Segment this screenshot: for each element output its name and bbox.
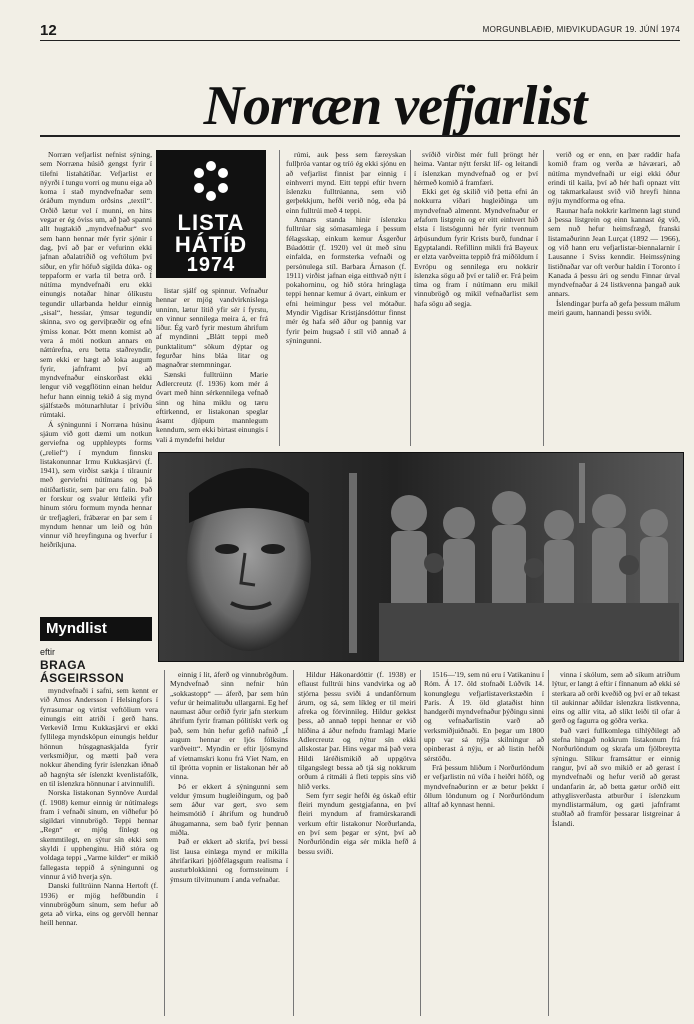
column-divider bbox=[410, 150, 411, 446]
article-headline: Norræn vefjarlist bbox=[203, 75, 587, 137]
article-column-2 bbox=[156, 286, 268, 446]
bottom-column-4 bbox=[424, 670, 544, 1016]
tapestry-image bbox=[159, 453, 683, 661]
column-divider bbox=[164, 670, 165, 1016]
logo-line-2: HÁTÍÐ bbox=[174, 232, 248, 257]
paragraph: Á sýningunni í Norræna húsinu sjáum við gott dæmi um notkun gerviefna og upphleypts forms („relief“) í myndum finnsku listakonunnar Irmu Kukkasjärvi (f. 1941), sem virðist sækja í tilraunir með gerviefni nútímans og þá nútíðarlistir, sem þar eru falin. Það er forskur og svalur léttleiki yfir hinum stóru formum mynda hennar úr trefjagleri, frábærar en þar sem í myndum hennar um leið og hún vinnur við hreyfinguna og hverfur í heiðríkjuna. bbox=[40, 419, 152, 550]
page-number: 12 bbox=[40, 22, 57, 39]
paragraph: Danski fulltrúinn Nanna Hertoft (f. 1936) er mjög hefðbundin í vinnubrögðum sínum, sem hefur að geta að virka, eins og gervöll hennar heill hennar. bbox=[40, 881, 158, 928]
paragraph: Hildur Hákonardóttir (f. 1938) er eflaust fulltrúi hins vandvirka og að stjórna þessu sviði á undanförnum árum, og sá, sem líkleg er til meiri afreka og fórvinnileg. Hildur gekkst þess, að annað teppi hennar er við hlíðina á áður nefndu framlagi Marie Adlercreutz og nýtur sín ekki allskostar þar. Hins vegar má það vera Hildi láréðismikið að uppgötva tilgangslegt bessa að tjá sig nokkrum orðum á rítmáli á fleti teppis síns við hlið verks. bbox=[298, 670, 416, 791]
paragraph: Sænski fulltrúinn Marie Adlercreutz (f. 1936) kom mér á óvart með hinn sérkennilega vefnað sinn og hina miklu og tæru eftirkennd, er listakonan speglar ásamt djúpum mannlegum kenndum, sem ekki birtast einungis í vali á myndefni heldur bbox=[156, 369, 268, 444]
paragraph: Frá þessum hliðum í Norðurlöndum er vefjarlistin nú víða í heiðri höfð, og myndvefnaðurinn er æ betur þekkt í öllum löndunum og í Norðurlöndum alltaf að kynnast henni. bbox=[424, 762, 544, 810]
column-divider bbox=[279, 150, 280, 446]
column-divider bbox=[543, 150, 544, 446]
article-column-4 bbox=[414, 150, 538, 446]
author-name-line-2: ÁSGEIRSSON bbox=[40, 671, 125, 685]
section-label-myndlist: Myndlist bbox=[40, 617, 152, 641]
bottom-column-5 bbox=[552, 670, 680, 1016]
logo-line-1: LISTA bbox=[177, 210, 245, 235]
paragraph: rúmi, auk þess sem færeyskan fullþróa vantar og tríó ég ekki sjónu en að vefjarlist finnist þar einnig í einhverri mynd. Eitt teppi eftir hvern íslenzku fulltrúanna, sem við gerþekkjum, hefði verið nóg, eða þá einn fulltrúi með 4 teppi. bbox=[286, 150, 406, 215]
masthead bbox=[40, 22, 680, 41]
paragraph: Norska listakonan Synnöve Aurdal (f. 1908) kemur einnig úr nútímalegs fram í vefnaði sínum, en viðhefur þó sígildari vinnubrögð. Teppi hennar „Regn“ er mjög fínlegt og skemmtilegt, en sýtur sín ekki sem skyldi í upphenginu. Hið stóra og voldaga teppi „Varme kilder“ er mikið fallegasta teppið á sýningunni og vinnur á við hverja sýn. bbox=[40, 788, 158, 881]
paragraph: Ekki get ég skilið við þetta efni án nokkurra víðari hugleiðinga um myndvefnað almennt. Myndvefnaður er æfaforn listgrein og er eitt einhvert hið elsta í listsögunni hér fyrir tvennum árþúsundum fyrir Krists burð, fundnar í Egyptalandi. Refillinn mikli frá Bayeux er elzta varðveitta teppið frá miðöldum í Evrópu og sennilega eru nokkrir íslenzka sögu að því er talið er. Frá þeim tíma og fram í nútímann eru mikil vinnubrögð og mikil vefnaðarlist sem hafa sögu að segja. bbox=[414, 187, 538, 308]
paragraph: Þó er ekkert á sýningunni sem veldur ýmsum hugleiðingum, og það sem áður var gert, svo sem heimsmótið í áhrifum og hundruð áhugamanna, sem bað fyrir þennan miðla. bbox=[170, 781, 288, 838]
paragraph: vinna í skólum, sem að síkum atriðum lýtur, er langt á eftir í fínnanum að ekki sé sterkara að orði kveðið og því er að tekast til aukinnar aðildar íslenzkra listkvenna, eins og allir vita, að slíkt leiði til ofar á gerð og fagurra og góðra verka. bbox=[552, 670, 680, 726]
paper-date-line: MORGUNBLAÐIÐ, MIÐVIKUDAGUR 19. JÚNÍ 1974 bbox=[482, 25, 680, 34]
author-name-line-1: BRAGA bbox=[40, 658, 86, 672]
paragraph: verið og er enn, en þær raddir hafa komið fram og verða æ háværari, að nútíma myndvefnaði ur eigi ekki óður erindi til kaila, því að hér hafi opnazt vítt og takmarkalaust svið við hreyfi hinna nýju myndforma og efna. bbox=[548, 150, 680, 206]
article-column-3 bbox=[286, 150, 406, 446]
column-divider bbox=[293, 670, 294, 1016]
flower-emblem-icon bbox=[190, 160, 232, 202]
bottom-column-1 bbox=[40, 686, 158, 1016]
headline-rule bbox=[40, 135, 680, 137]
logo-line-3: 1974 bbox=[186, 254, 236, 276]
tapestry-photo bbox=[158, 452, 684, 662]
article-column-5 bbox=[548, 150, 680, 446]
paragraph: listar sjálf og spinnur. Vefnaður hennar er mjög vandvirknislega unninn, lætur lítið yfir sér í fyrstu, en vinnur sennilega meira á, er frá líður. Ég varð fyrir mestum áhrifum af myndinni „Blátt teppi með punktalitum“ sökum dýptar og fegurðar hins bláa litar og magnaðrar stemmningar. bbox=[156, 286, 268, 370]
bottom-column-3 bbox=[298, 670, 416, 1016]
paragraph: Norræn vefjarlist nefnist sýning, sem Norræna húsið gengst fyrir í tilefni listahátíðar. Vefjarlist er nýyrði í tungu vorri og munu eiga að koma í stað myndvefnaðar sem óráðum myndum orðsins „textíl“. Orðið lætur vel í munni, en hins vegar er ég óviss um, að það spanni allt hugtakið „myndvefnaður“ svo sem hann hennar mér fyrir sjónir í dag, því að þar er vefurinn ekki jafnan aðalatriðið og veftölum því síður, en yfir höfuð sígilda dúka- og teppaform er varla til betra orð. Í nútíma myndvefnaði eru ekki einungis notaðar hinar ólíkustu tegundir ullarbanda heldur einnig „sisal“, hessíar, ýmsar tegundir skinna, svo og gerviþræðir og efni ýmiss konar. Þótt menn komist að vera á móti notkun annars en náttúrefna, eru betta staðreyndir, sem ekki er hægt að loka augum fyrir, jafnframt því að myndvefnaður einskorðast ekki lengur við veggflötinn einan heldur hefur hann einnig tekið á sig mynd sjálfstæðs mótunarhlutar í þrívíðu rúmtaki. bbox=[40, 150, 152, 420]
paragraph: Sem fyrr segir hefði ég óskað eftir fleiri myndum gestgjafanna, en því fleiri myndum af framúrskarandi verkum eftir listakonur Norðurlanda, en því sem þegar er sýnt, því að Norðurlöndin eiga sér mikla hefð á bessu sviði. bbox=[298, 790, 416, 856]
author-byline bbox=[40, 646, 156, 685]
column-divider bbox=[548, 670, 549, 1016]
byline-prefix: eftir bbox=[40, 647, 56, 657]
paragraph: Það væri fullkomlega tilhlýðilegt að stefna hingað nokkrum listakonum frá Norðurlöndum og skrafa um fjölbreytta sýningu. Slíkur framsáttur er einnig rangur, því að svo mikið er að gerast í myndvefnaði og hefur verið að gerast undanfarin ár, að betta gætur orðið eitt athyglisverðasta atburður í íslenzkum myndlistarmálum, og gæti jafnframt stuðlað að framför þessarar listgreinar á Íslandi. bbox=[552, 725, 680, 828]
paragraph: Raunar hafa nokkrir karlmenn lagt stund á þessa listgrein og einn kannast ég við, sem nuð hefur heimsfrægð, franski listamaðurinn Jean Lurçat (1892 — 1966), og við hann eru vefjarlistar-biennalarnir í Lausanne í Sviss kenndir. Heimssýning listiðnaðar var oft verður haldin í Toronto í Kanada á þessu ári og sendu Finnar úrval myndvefnaðar á 24 listkvenna þangað auk annars. bbox=[548, 205, 680, 299]
paragraph: einnig í lit, áferð og vinnubrögðum. Myndvefnað sinn nefnir hún „sokkastopp“ — áferð, þar sem hún vefur úr heimalituðu ullargarni. Eg hef naumast áður orðið fyrir jafn sterkum áhrifum fyrir framan pólitískt verk og það, sem hún hefur gefið nafnið „Í augum hennar er ljós fólksins varðveitt“. Myndin er eftir ljósmynd af víetnamskri konu frá Víet Nam, en til íþrótta vopnin er listakonan hér að vinna. bbox=[170, 670, 288, 782]
article-column-1 bbox=[40, 150, 152, 610]
paragraph: Íslendingar þurfa að gefa þessum málum meiri gaum, hannandi þessu sviði. bbox=[548, 298, 680, 318]
listahatid-logo bbox=[156, 150, 266, 278]
paragraph: svíðið virðist mér full þröngt hér heima. Vantar nýtt ferskt líf- og leitandi í íslenzkan myndvefnað og er því hérmeð komið á framfæri. bbox=[414, 150, 538, 187]
paragraph: myndvefnaði í safni, sem kennt er við Amos Andersson í Helsingfors í fyrrasumar og virtist veftölium vera einungis eitt atriði í gerð hans. Verkevið Irmu Kukkasjärvi er ekki fyllilega myndsköpun einungis heldur hönnun húsgagnaskjalda fyrir verksmiðjur, og mætti það vera nokkur áhending fyrir íslenzkan iðnað að hagnýta sér íslenzkt kvenlistafólk, en til íslenzkra hönnunar í atvinnulífi. bbox=[40, 686, 158, 788]
column-divider bbox=[420, 670, 421, 1016]
paragraph: 1516—'19, sem nú eru í Vatikaninu í Róm. Á 17. öld stofnaði Lúðvík 14. konunglegu vefjarlistaverkstæðin í París. Á 19. öld glataðist hinn handgerði myndvefnaður þýðingu sinni og vefnaðarlistin varð að verksmiðjuiðnaði. En þegar um 1800 upp var sá nýja skilningur að opinberast á nýju, er að listin hefði sérstöðu. bbox=[424, 670, 544, 763]
paragraph: Það er ekkert að skrifa, því bessi list lausa einlæga mynd er mikilla áhrifarikari þjóðfélagsgum realisma í austurblokkinni og formsteinum í ýmsum tilvitnunum í anda vefnaðar. bbox=[170, 837, 288, 884]
paragraph: Annars standa hinir íslenzku fulltrúar sig sómasamlega í þessum félagsskap, einkum kemur Ásgerður Búadóttir (f. 1920) vel út með sínu einfalda, en formsterka vefnaði og persónulega stíl. Barbara Árnason (f. 1911) virðist jafnan eiga eitthvað nýtt í pokahorninu, og hið stóra hringlaga teppi hennar kemur á óvart, einkum er efni heimingur þess vel mótaður. Myndir Vigdísar Kristjánsdóttur finnst mér ég hafa séð áður og þannig var fyrir þeim hugsað í stíl við annað á sýningunni. bbox=[286, 215, 406, 345]
bottom-column-2 bbox=[170, 670, 288, 1016]
